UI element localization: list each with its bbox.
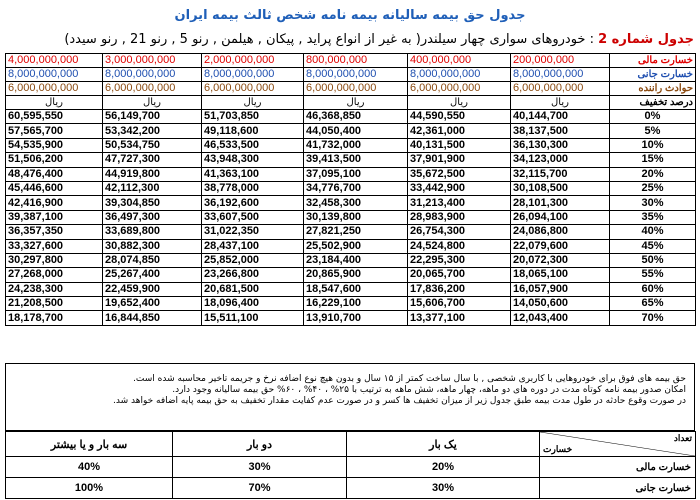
premium-value: 28,437,100 — [202, 239, 304, 253]
premium-value: 20,865,900 — [304, 268, 408, 282]
table-row — [6, 196, 696, 210]
table-row — [6, 210, 696, 224]
table-row — [6, 225, 696, 239]
fines-cell: 100% — [6, 478, 173, 499]
notes-box — [5, 363, 695, 431]
premium-value: 28,101,300 — [511, 196, 610, 210]
premium-value: 33,607,500 — [202, 210, 304, 224]
premium-value: 25,502,900 — [304, 239, 408, 253]
premium-value: 20,065,700 — [408, 268, 511, 282]
discount-percent: 25% — [610, 181, 696, 195]
table-row — [6, 268, 696, 282]
fines-corner-cell — [540, 432, 696, 457]
premium-value: 41,732,000 — [304, 138, 408, 152]
table-row — [6, 239, 696, 253]
premium-value: 44,050,400 — [304, 124, 408, 138]
premium-value: 23,184,400 — [304, 253, 408, 267]
coverage-row — [6, 68, 696, 82]
premium-value: 49,118,600 — [202, 124, 304, 138]
unit-label: ریال — [408, 96, 511, 110]
fines-column-header: یک بار — [347, 432, 540, 457]
coverage-value: 6,000,000,000 — [408, 82, 511, 96]
coverage-row — [6, 54, 696, 68]
premium-value: 41,363,100 — [202, 167, 304, 181]
premium-value: 30,297,800 — [6, 253, 103, 267]
coverage-label: خسارت جانی — [610, 68, 696, 82]
premium-value: 36,357,350 — [6, 225, 103, 239]
coverage-value: 6,000,000,000 — [103, 82, 202, 96]
premium-value: 15,606,700 — [408, 297, 511, 311]
unit-label: ریال — [202, 96, 304, 110]
premium-value: 33,442,900 — [408, 181, 511, 195]
discount-percent: 45% — [610, 239, 696, 253]
coverage-label: حوادث راننده — [610, 82, 696, 96]
fines-cell: 30% — [173, 457, 347, 478]
premium-value: 16,057,900 — [511, 282, 610, 296]
discount-percent: 50% — [610, 253, 696, 267]
table-row — [6, 124, 696, 138]
fines-column-header: دو بار — [173, 432, 347, 457]
table-row — [6, 167, 696, 181]
discount-percent: 30% — [610, 196, 696, 210]
table-row — [6, 253, 696, 267]
premium-value: 34,123,000 — [511, 153, 610, 167]
unit-label: ریال — [304, 96, 408, 110]
premium-value: 34,776,700 — [304, 181, 408, 195]
coverage-value: 400,000,000 — [408, 54, 511, 68]
discount-percent: 5% — [610, 124, 696, 138]
discount-percent: 65% — [610, 297, 696, 311]
premium-value: 32,458,300 — [304, 196, 408, 210]
premium-value: 37,901,900 — [408, 153, 511, 167]
premium-value: 39,387,100 — [6, 210, 103, 224]
premium-value: 56,149,700 — [103, 110, 202, 124]
premium-value: 17,836,200 — [408, 282, 511, 296]
note-line: امکان صدور بیمه نامه کوتاه مدت در دوره های دو ماهه، چهار ماهه، شش ماهه به ترتیب با ۲۵% ، ۴۰% ، ۶۰% حق بیمه سالیانه وجود دارد. — [172, 385, 686, 395]
fines-column-header: سه بار و یا بیشتر — [6, 432, 173, 457]
coverage-value: 4,000,000,000 — [6, 54, 103, 68]
discount-percent: 15% — [610, 153, 696, 167]
premium-value: 36,497,300 — [103, 210, 202, 224]
premium-value: 24,238,300 — [6, 282, 103, 296]
premium-value: 48,476,400 — [6, 167, 103, 181]
premium-value: 44,590,550 — [408, 110, 511, 124]
premium-value: 53,342,200 — [103, 124, 202, 138]
premium-value: 32,115,700 — [511, 167, 610, 181]
vehicle-description: : خودروهای سواری چهار سیلندر( به غیر از انواع پراید , پیکان , هیلمن , رنو 5 , رنو 21 , رنو سیدد) — [64, 32, 594, 47]
discount-percent: 20% — [610, 167, 696, 181]
premium-value: 38,137,500 — [511, 124, 610, 138]
premium-value: 36,130,300 — [511, 138, 610, 152]
fines-cell: 70% — [173, 478, 347, 499]
premium-value: 57,565,700 — [6, 124, 103, 138]
table-row — [6, 282, 696, 296]
unit-label: ریال — [6, 96, 103, 110]
fines-corner-bottom: خسارت — [543, 444, 573, 454]
coverage-value: 8,000,000,000 — [103, 68, 202, 82]
premium-value: 51,703,850 — [202, 110, 304, 124]
premium-value: 27,821,250 — [304, 225, 408, 239]
table-number: جدول شماره 2 — [598, 32, 694, 47]
discount-percent: 40% — [610, 225, 696, 239]
coverage-value: 8,000,000,000 — [408, 68, 511, 82]
fines-cell: 20% — [347, 457, 540, 478]
discount-percent: 10% — [610, 138, 696, 152]
premium-value: 38,778,000 — [202, 181, 304, 195]
premium-value: 33,327,600 — [6, 239, 103, 253]
premium-value: 31,213,400 — [408, 196, 511, 210]
premium-value: 26,754,300 — [408, 225, 511, 239]
premium-value: 26,094,100 — [511, 210, 610, 224]
premium-value: 31,022,350 — [202, 225, 304, 239]
premium-value: 27,268,000 — [6, 268, 103, 282]
premium-value: 51,506,200 — [6, 153, 103, 167]
table-row — [6, 110, 696, 124]
premium-value: 54,535,900 — [6, 138, 103, 152]
premium-value: 33,689,800 — [103, 225, 202, 239]
discount-header: درصد تخفیف — [610, 96, 696, 110]
premium-value: 21,208,500 — [6, 297, 103, 311]
note-line: در صورت وقوع حادثه در طول مدت بیمه طبق جدول زیر از میزان تخفیف ها کسر و در صورت عدم کفایت مقدار تخفیف به حق بیمه پایه اضافه خواهد شد. — [112, 396, 686, 406]
fines-corner-top: تعداد — [673, 433, 692, 443]
premium-value: 20,681,500 — [202, 282, 304, 296]
premium-value: 15,511,100 — [202, 311, 304, 325]
premium-value: 18,096,400 — [202, 297, 304, 311]
premium-value: 37,095,100 — [304, 167, 408, 181]
coverage-row — [6, 82, 696, 96]
discount-percent: 55% — [610, 268, 696, 282]
premium-value: 42,361,000 — [408, 124, 511, 138]
premium-value: 19,652,400 — [103, 297, 202, 311]
premium-value: 22,079,600 — [511, 239, 610, 253]
claims-penalty-table — [5, 431, 696, 499]
premium-value: 46,368,850 — [304, 110, 408, 124]
fines-row-label: خسارت مالی — [540, 457, 696, 478]
table-row — [6, 297, 696, 311]
coverage-value: 2,000,000,000 — [202, 54, 304, 68]
premium-value: 24,086,800 — [511, 225, 610, 239]
table-row — [6, 311, 696, 325]
coverage-value: 8,000,000,000 — [6, 68, 103, 82]
coverage-value: 6,000,000,000 — [6, 82, 103, 96]
coverage-value: 6,000,000,000 — [304, 82, 408, 96]
premium-value: 20,072,300 — [511, 253, 610, 267]
table-row — [6, 138, 696, 152]
coverage-label: خسارت مالی — [610, 54, 696, 68]
premium-value: 39,304,850 — [103, 196, 202, 210]
discount-percent: 60% — [610, 282, 696, 296]
premium-value: 40,144,700 — [511, 110, 610, 124]
table-row — [6, 153, 696, 167]
premium-value: 12,043,400 — [511, 311, 610, 325]
premium-value: 25,852,000 — [202, 253, 304, 267]
premium-value: 24,524,800 — [408, 239, 511, 253]
table-subtitle — [6, 32, 694, 47]
premium-value: 39,413,500 — [304, 153, 408, 167]
fines-row-label: خسارت جانی — [540, 478, 696, 499]
premium-value: 22,295,300 — [408, 253, 511, 267]
premium-value: 47,727,300 — [103, 153, 202, 167]
premium-value: 18,065,100 — [511, 268, 610, 282]
premium-value: 13,910,700 — [304, 311, 408, 325]
premium-value: 40,131,500 — [408, 138, 511, 152]
fines-cell: 40% — [6, 457, 173, 478]
fines-cell: 30% — [347, 478, 540, 499]
unit-label: ریال — [103, 96, 202, 110]
premium-value: 30,882,300 — [103, 239, 202, 253]
premium-value: 18,178,700 — [6, 311, 103, 325]
premium-value: 60,595,550 — [6, 110, 103, 124]
premium-value: 18,547,600 — [304, 282, 408, 296]
coverage-value: 6,000,000,000 — [202, 82, 304, 96]
discount-percent: 70% — [610, 311, 696, 325]
premium-value: 13,377,100 — [408, 311, 511, 325]
premium-value: 28,074,850 — [103, 253, 202, 267]
coverage-value: 3,000,000,000 — [103, 54, 202, 68]
premium-value: 42,416,900 — [6, 196, 103, 210]
premium-value: 50,534,750 — [103, 138, 202, 152]
premium-value: 46,533,500 — [202, 138, 304, 152]
discount-percent: 0% — [610, 110, 696, 124]
coverage-value: 8,000,000,000 — [202, 68, 304, 82]
table-row — [6, 181, 696, 195]
coverage-value: 8,000,000,000 — [511, 68, 610, 82]
premium-value: 36,192,600 — [202, 196, 304, 210]
unit-row — [6, 96, 696, 110]
premium-value: 16,229,100 — [304, 297, 408, 311]
premium-value: 22,459,900 — [103, 282, 202, 296]
note-line: حق بیمه های فوق برای خودروهایی با کاربری شخصی , با سال ساخت کمتر از ۱۵ سال و بدون هیچ نوع اضافه نرخ و جریمه تاخیر محاسبه شده است. — [133, 374, 686, 384]
premium-value: 25,267,400 — [103, 268, 202, 282]
premium-value: 14,050,600 — [511, 297, 610, 311]
premium-value: 16,844,850 — [103, 311, 202, 325]
coverage-value: 8,000,000,000 — [304, 68, 408, 82]
premium-value: 30,139,800 — [304, 210, 408, 224]
premium-value: 28,983,900 — [408, 210, 511, 224]
coverage-value: 6,000,000,000 — [511, 82, 610, 96]
discount-percent: 35% — [610, 210, 696, 224]
unit-label: ریال — [511, 96, 610, 110]
page-title: جدول حق بیمه سالیانه بیمه نامه شخص ثالث بیمه ایران — [174, 8, 526, 23]
coverage-value: 200,000,000 — [511, 54, 610, 68]
premium-value: 42,112,300 — [103, 181, 202, 195]
premium-value: 45,446,600 — [6, 181, 103, 195]
premium-value: 35,672,500 — [408, 167, 511, 181]
premium-table — [5, 53, 696, 326]
coverage-value: 800,000,000 — [304, 54, 408, 68]
premium-value: 44,919,800 — [103, 167, 202, 181]
premium-value: 43,948,300 — [202, 153, 304, 167]
premium-value: 30,108,500 — [511, 181, 610, 195]
premium-value: 23,266,800 — [202, 268, 304, 282]
